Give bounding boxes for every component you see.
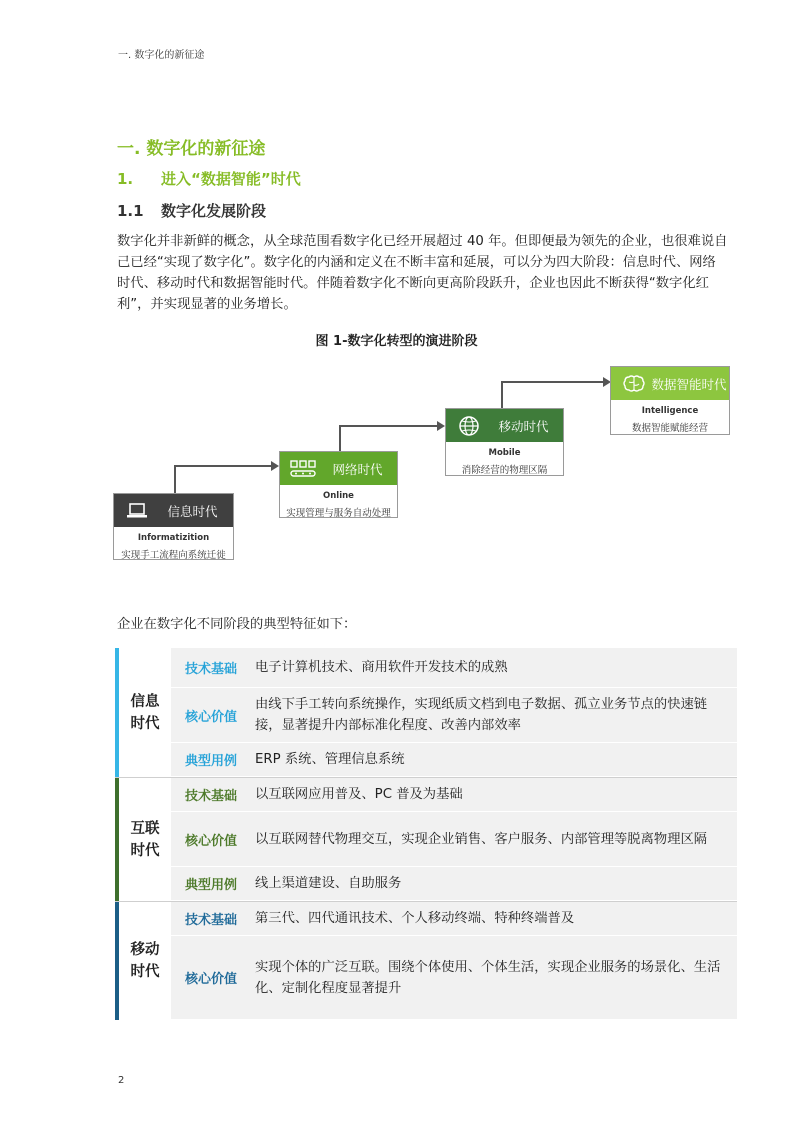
row-label: 典型用例 (184, 754, 237, 769)
stage-name: 信息时代 (167, 503, 218, 519)
connector-line-1 (175, 466, 272, 493)
subsection-title: 进入“数据智能”时代 (161, 170, 301, 188)
row-text: 线上渠道建设、自助服务 (255, 876, 402, 891)
row-label: 核心价值 (184, 972, 237, 987)
subsubsection-number: 1.1 (117, 202, 144, 220)
page-number: 2 (118, 1075, 125, 1086)
table-row (171, 936, 737, 1020)
row-text: 以互联网替代物理交互，实现企业销售、客户服务、内部管理等脱离物理区隔 (255, 831, 708, 847)
table-row (171, 867, 737, 901)
section-title: 一. 数字化的新征途 (117, 139, 266, 159)
stage-description: 消除经营的物理区隔 (461, 465, 548, 476)
group-name: 信息时代 (130, 693, 160, 732)
group-rows (171, 902, 737, 1020)
row-text: ERP 系统、管理信息系统 (255, 752, 405, 767)
stage-description: 实现管理与服务自动处理 (286, 508, 391, 519)
connector-line-3 (502, 382, 604, 408)
table-row (171, 743, 737, 777)
stage-description: 实现手工流程向系统迁徙 (121, 550, 226, 561)
group-rows (171, 778, 737, 901)
connector-arrow-2 (437, 421, 445, 431)
table-group-mobile-era (115, 902, 737, 1020)
connector-line-2 (340, 426, 438, 451)
stage-box-intelligence (610, 366, 730, 435)
row-label: 核心价值 (184, 833, 237, 849)
stage-en-label: Online (323, 491, 354, 501)
group-name: 互联时代 (130, 820, 160, 859)
row-label: 技术基础 (184, 789, 237, 804)
stage-name: 移动时代 (498, 418, 549, 434)
body-paragraph: 数字化并非新鲜的概念，从全球范围看数字化已经开展超过 40 年。但即便最为领先的企业，也很难说自己已经“实现了数字化”。数字化的内涵和定义在不断丰富和延展，可以分为四大阶段：信息时代、网络时代、移动时代和数据智能时代。伴随着数字化不断向更高阶段跃升，企业也因此不断获得“数字化红利”，并实现显著的业务增长。 (117, 234, 728, 312)
stage-en-label: Intelligence (641, 406, 699, 416)
stage-description: 数据智能赋能经营 (631, 423, 708, 434)
stage-bar (611, 367, 729, 400)
stage-bar (280, 452, 397, 485)
stage-box-informatization (113, 493, 234, 560)
table-intro-text: 企业在数字化不同阶段的典型特征如下： (117, 617, 357, 632)
running-header: 一. 数字化的新征途 (118, 50, 205, 61)
row-text: 实现个体的广泛互联。围绕个体使用、个体生活，实现企业服务的场景化、生活化、定制化程度显著提升 (255, 959, 721, 996)
group-name: 移动时代 (130, 942, 160, 980)
subsubsection-title: 数字化发展阶段 (161, 202, 267, 220)
brain-icon (619, 374, 649, 394)
row-text: 由线下手工转向系统操作，实现纸质文档到电子数据、孤立业务节点的快速链接，显著提升内部标准化程度、改善内部效率 (255, 697, 708, 733)
table-row (171, 648, 737, 688)
table-row (171, 688, 737, 743)
subsection-number: 1. (117, 170, 134, 188)
laptop-icon (122, 502, 152, 520)
table-group-information-era (115, 648, 737, 778)
stage-features-table (115, 648, 737, 1020)
row-label: 技术基础 (184, 662, 237, 677)
row-text: 第三代、四代通讯技术、个人移动终端、特种终端普及 (255, 911, 575, 926)
table-row (171, 812, 737, 867)
stage-name: 网络时代 (332, 461, 383, 477)
stage-en-label: Informatizition (137, 533, 210, 543)
stage-en-label: Mobile (488, 448, 521, 458)
table-row (171, 902, 737, 936)
group-rows (171, 648, 737, 777)
stage-bar (446, 409, 563, 442)
figure-caption: 图 1-数字化转型的演进阶段 (315, 334, 478, 349)
row-label: 典型用例 (184, 878, 237, 893)
globe-icon (454, 415, 484, 437)
network-icon (288, 460, 318, 478)
row-label: 技术基础 (184, 913, 237, 928)
row-text: 以互联网应用普及、PC 普及为基础 (255, 787, 463, 802)
row-text: 电子计算机技术、商用软件开发技术的成熟 (255, 660, 508, 675)
stage-bar (114, 494, 233, 527)
stage-box-online (279, 451, 398, 518)
row-label: 核心价值 (184, 709, 237, 725)
connector-arrow-1 (271, 461, 279, 471)
table-group-internet-era (115, 778, 737, 902)
stage-name: 数据智能时代 (651, 376, 727, 392)
stage-box-mobile (445, 408, 564, 476)
table-row (171, 778, 737, 812)
